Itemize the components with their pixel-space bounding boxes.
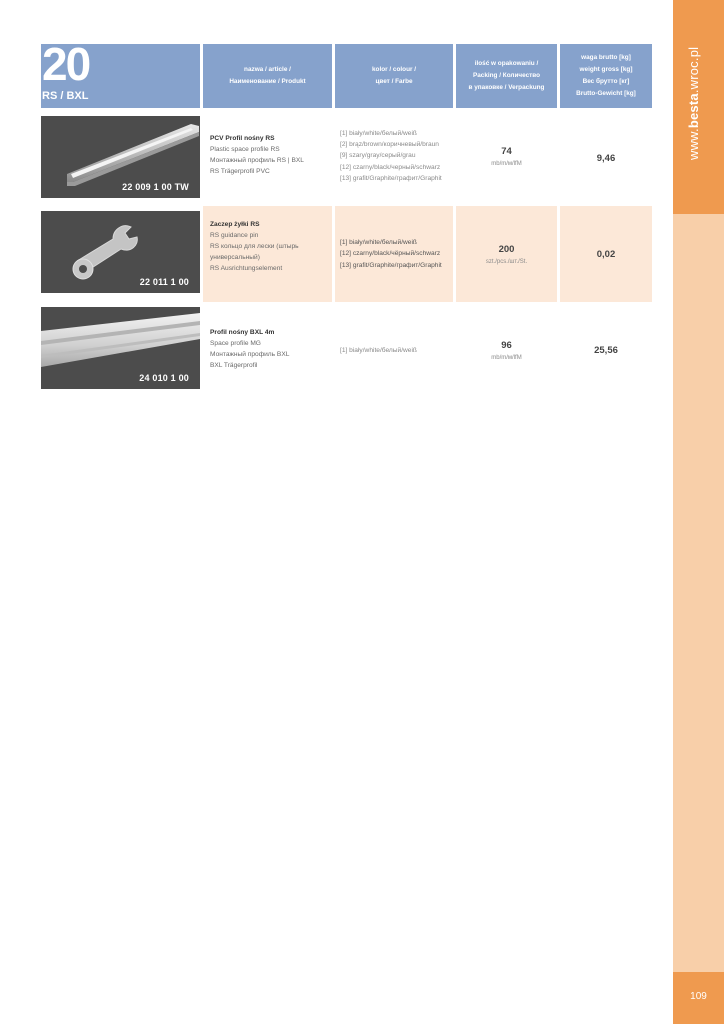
- category-header: [41, 38, 200, 108]
- product-name: PCV Profil nośny RS Plastic space profile RS Монтажный профиль RS | BXL RS Trägerprofil PVC: [210, 135, 304, 175]
- sidebar-accent-middle: [673, 214, 724, 972]
- product-image-rs-profile: [41, 116, 200, 198]
- header-colour: kolor / colour / цвет / Farbe: [335, 44, 453, 108]
- product-name: Zaczep żyłki RS RS guidance pin RS кольцо для лески (штырь универсальный) RS Ausrichtungselement: [210, 221, 299, 272]
- packing-quantity: 200 szt./pcs./шт./St.: [485, 243, 528, 265]
- product-image-guidance-pin: [41, 211, 200, 293]
- page-number: 109: [690, 991, 707, 1002]
- category-number: 20: [42, 38, 90, 90]
- color-options: [1] biały/white/белый/weiß: [340, 347, 417, 355]
- gross-weight: 0,02: [596, 248, 616, 260]
- product-code: 24 010 1 00: [139, 373, 189, 383]
- product-name: Profil nośny BXL 4m Space profile MG Монтажный профиль BXL BXL Trägerprofil: [210, 329, 290, 369]
- product-image-bxl-profile: [41, 307, 200, 389]
- brand-url[interactable]: www.besta.wroc.pl: [686, 46, 701, 160]
- header-packing: ilość w opakowaniu / Packing / Количество в упаковке / Verpackung: [456, 44, 557, 108]
- category-name: RS / BXL: [42, 90, 89, 102]
- packing-quantity: 74 mb/m/м/lfM: [491, 145, 522, 167]
- product-code: 22 011 1 00: [139, 277, 189, 287]
- header-article: nazwa / article / Наименование / Produkt: [203, 44, 332, 108]
- color-options: [1] biały/white/белый/weiß [2] brąz/brown/коричневый/braun [9] szary/gray/серый/grau [12] czarny/black/черный/schwarz [13] grafit/Graphite/графит/Graphit: [340, 129, 442, 182]
- gross-weight: 25,56: [594, 344, 618, 356]
- product-code: 22 009 1 00 TW: [122, 182, 189, 192]
- packing-quantity: 96 mb/m/м/lfM: [491, 339, 522, 361]
- header-weight: waga brutto [kg] weight gross [kg] Вес брутто [кг] Brutto-Gewicht [kg]: [560, 44, 652, 108]
- gross-weight: 9,46: [596, 152, 616, 164]
- color-options: [1] biały/white/белый/weiß [12] czarny/black/чёрный/schwarz [13] grafit/Graphite/графит/Graphit: [340, 239, 442, 269]
